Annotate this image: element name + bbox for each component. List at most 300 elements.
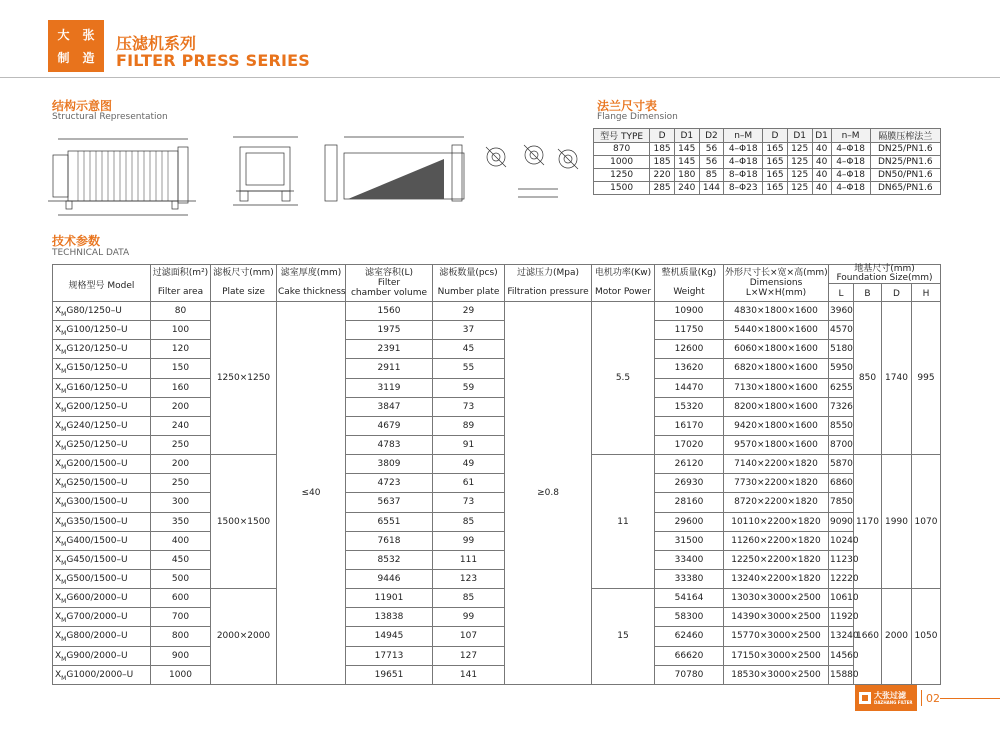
chamber-volume-cell: 19651 <box>346 665 433 684</box>
flange-cell: 125 <box>787 169 812 182</box>
chamber-volume-cell: 7618 <box>346 531 433 550</box>
table-row <box>53 340 941 359</box>
filter-area-cell: 100 <box>151 321 211 340</box>
table-row <box>53 397 941 416</box>
th-plates <box>433 265 505 302</box>
plate-count-cell: 99 <box>433 531 505 550</box>
chamber-volume-cell: 11901 <box>346 589 433 608</box>
flange-header-cell: 隔膜压榨法兰 <box>870 129 941 143</box>
table-row <box>53 416 941 435</box>
th-chamber-en2: chamber volume <box>350 288 428 298</box>
model-subscript: M <box>61 636 67 644</box>
th-cake-cn: 滤室厚度(mm) <box>280 268 342 278</box>
weight-cell: 12600 <box>655 340 724 359</box>
table-row <box>53 569 941 588</box>
flange-cell: 285 <box>650 182 675 195</box>
th-pressure <box>505 265 592 302</box>
flange-title-en: Flange Dimension <box>597 112 678 122</box>
filter-area-cell: 120 <box>151 340 211 359</box>
plate-count-cell: 73 <box>433 493 505 512</box>
table-row <box>53 359 941 378</box>
foundation-L-cell: 6860 <box>829 474 854 493</box>
header-divider <box>0 77 1000 78</box>
model-name: G160/1250–U <box>66 382 128 393</box>
foundation-H-cell: 1070 <box>912 455 941 589</box>
dimensions-cell: 15770×3000×2500 <box>724 627 829 646</box>
plate-count-cell: 141 <box>433 665 505 684</box>
model-name: G1000/2000–U <box>66 669 134 680</box>
model-subscript: M <box>61 464 67 472</box>
chamber-volume-cell: 1560 <box>346 302 433 321</box>
model-prefix: X <box>55 306 62 317</box>
brand-logo <box>48 20 104 72</box>
plate-count-cell: 49 <box>433 455 505 474</box>
model-subscript: M <box>61 579 67 587</box>
cake-thickness-cell: ≤40 <box>277 302 346 685</box>
flange-cell: 165 <box>763 182 788 195</box>
foundation-B-cell: 850 <box>854 302 882 455</box>
plate-count-cell: 29 <box>433 302 505 321</box>
th-weight-en: Weight <box>673 287 705 297</box>
foundation-L-cell: 8550 <box>829 416 854 435</box>
th-dim-en1: Dimensions <box>749 278 803 288</box>
dimensions-cell: 6060×1800×1600 <box>724 340 829 359</box>
plate-count-cell: 107 <box>433 627 505 646</box>
foundation-B-cell: 1660 <box>854 589 882 685</box>
foundation-D-cell: 2000 <box>882 589 912 685</box>
model-cell <box>53 493 151 512</box>
foundation-L-cell: 14560 <box>829 646 854 665</box>
plate-count-cell: 127 <box>433 646 505 665</box>
dimensions-cell: 18530×3000×2500 <box>724 665 829 684</box>
weight-cell: 17020 <box>655 435 724 454</box>
th-model: 规格型号 Model <box>53 265 151 302</box>
chamber-volume-cell: 3119 <box>346 378 433 397</box>
flange-cell: 145 <box>674 143 699 156</box>
dimensions-cell: 7130×1800×1600 <box>724 378 829 397</box>
plate-count-cell: 61 <box>433 474 505 493</box>
brand-mark-icon <box>859 692 871 704</box>
motor-power-cell: 5.5 <box>592 302 655 455</box>
weight-cell: 28160 <box>655 493 724 512</box>
plate-size-cell: 2000×2000 <box>211 589 277 685</box>
model-name: G150/1250–U <box>66 363 128 374</box>
weight-cell: 66620 <box>655 646 724 665</box>
flange-cell: 56 <box>699 143 724 156</box>
flange-cell: 85 <box>699 169 724 182</box>
model-cell <box>53 378 151 397</box>
plate-count-cell: 37 <box>433 321 505 340</box>
dimensions-cell: 13240×2200×1820 <box>724 569 829 588</box>
page-title-cn: 压滤机系列 <box>116 34 197 53</box>
chamber-volume-cell: 13838 <box>346 608 433 627</box>
flange-header-cell: n–M <box>724 129 763 143</box>
dimensions-cell: 7730×2200×1820 <box>724 474 829 493</box>
flange-cell: DN25/PN1.6 <box>870 143 941 156</box>
flange-cell: 165 <box>763 169 788 182</box>
chamber-volume-cell: 3847 <box>346 397 433 416</box>
model-cell <box>53 340 151 359</box>
model-subscript: M <box>61 559 67 567</box>
flange-cell: 185 <box>650 143 675 156</box>
dimensions-cell: 5440×1800×1600 <box>724 321 829 340</box>
dimensions-cell: 17150×3000×2500 <box>724 646 829 665</box>
foundation-L-cell: 11920 <box>829 608 854 627</box>
table-row <box>53 589 941 608</box>
th-chamber-cn: 滤室容积(L) <box>364 268 414 278</box>
th-cake-en: Cake thickness <box>278 287 346 297</box>
table-row <box>53 302 941 321</box>
flange-header-cell: D <box>763 129 788 143</box>
th-filter-area <box>151 265 211 302</box>
foundation-L-cell: 9090 <box>829 512 854 531</box>
chamber-volume-cell: 2391 <box>346 340 433 359</box>
model-name: G350/1500–U <box>66 516 128 527</box>
flange-cell: 40 <box>812 156 831 169</box>
chamber-volume-cell: 1975 <box>346 321 433 340</box>
chamber-volume-cell: 4783 <box>346 435 433 454</box>
plate-count-cell: 55 <box>433 359 505 378</box>
structural-drawing <box>48 125 588 225</box>
page-title-en: FILTER PRESS SERIES <box>116 51 311 70</box>
table-row <box>53 512 941 531</box>
model-cell <box>53 435 151 454</box>
model-cell <box>53 397 151 416</box>
foundation-H-cell: 1050 <box>912 589 941 685</box>
model-name: G400/1500–U <box>66 535 128 546</box>
model-subscript: M <box>61 540 67 548</box>
foundation-L-cell: 8700 <box>829 435 854 454</box>
flange-cell: 8–Φ23 <box>724 182 763 195</box>
model-prefix: X <box>55 535 62 546</box>
table-row <box>53 627 941 646</box>
model-name: G500/1500–U <box>66 574 128 585</box>
model-name: G100/1250–U <box>66 325 128 336</box>
foundation-L-cell: 3960 <box>829 302 854 321</box>
chamber-volume-cell: 5637 <box>346 493 433 512</box>
model-prefix: X <box>55 325 62 336</box>
weight-cell: 13620 <box>655 359 724 378</box>
foundation-D-cell: 1740 <box>882 302 912 455</box>
weight-cell: 14470 <box>655 378 724 397</box>
th-H: H <box>912 284 941 302</box>
flange-header-cell: 型号 TYPE <box>594 129 650 143</box>
th-weight <box>655 265 724 302</box>
model-cell <box>53 569 151 588</box>
model-subscript: M <box>61 368 67 376</box>
foundation-L-cell: 5950 <box>829 359 854 378</box>
flange-cell: 1000 <box>594 156 650 169</box>
model-prefix: X <box>55 516 62 527</box>
filter-area-cell: 500 <box>151 569 211 588</box>
weight-cell: 26120 <box>655 455 724 474</box>
chamber-volume-cell: 2911 <box>346 359 433 378</box>
weight-cell: 70780 <box>655 665 724 684</box>
flange-cell: 870 <box>594 143 650 156</box>
model-prefix: X <box>55 440 62 451</box>
th-filter-area-en: Filter area <box>157 287 204 297</box>
dimensions-cell: 9570×1800×1600 <box>724 435 829 454</box>
table-row <box>53 531 941 550</box>
th-foundation <box>829 265 941 284</box>
chamber-volume-cell: 8532 <box>346 550 433 569</box>
chamber-volume-cell: 17713 <box>346 646 433 665</box>
th-found-en: Foundation Size(mm) <box>836 273 933 283</box>
th-chamber-en1: Filter <box>377 278 401 288</box>
th-plates-cn: 滤板数量(pcs) <box>439 268 498 278</box>
weight-cell: 31500 <box>655 531 724 550</box>
model-cell <box>53 646 151 665</box>
flange-header-cell: D <box>650 129 675 143</box>
model-prefix: X <box>55 669 62 680</box>
model-cell <box>53 455 151 474</box>
model-subscript: M <box>61 349 67 357</box>
chamber-volume-cell: 9446 <box>346 569 433 588</box>
table-row <box>53 378 941 397</box>
flange-table <box>593 128 941 195</box>
table-row <box>53 435 941 454</box>
plate-count-cell: 73 <box>433 397 505 416</box>
model-name: G240/1250–U <box>66 420 128 431</box>
weight-cell: 11750 <box>655 321 724 340</box>
foundation-L-cell: 7326 <box>829 397 854 416</box>
flange-cell: 4–Φ18 <box>831 169 870 182</box>
foundation-L-cell: 12220 <box>829 569 854 588</box>
weight-cell: 15320 <box>655 397 724 416</box>
flange-cell: 4–Φ18 <box>724 156 763 169</box>
foundation-L-cell: 10610 <box>829 589 854 608</box>
structural-title-en: Structural Representation <box>52 112 168 122</box>
motor-power-cell: 11 <box>592 455 655 589</box>
table-row <box>53 455 941 474</box>
dimensions-cell: 12250×2200×1820 <box>724 550 829 569</box>
filter-area-cell: 1000 <box>151 665 211 684</box>
filter-area-cell: 300 <box>151 493 211 512</box>
th-motor-en: Motor Power <box>594 287 652 297</box>
model-subscript: M <box>61 483 67 491</box>
logo-char: 造 <box>82 51 95 65</box>
plate-count-cell: 45 <box>433 340 505 359</box>
footer-brand-en: DAZHANG FILTER <box>874 700 913 705</box>
dimensions-cell: 8200×1800×1600 <box>724 397 829 416</box>
chamber-volume-cell: 6551 <box>346 512 433 531</box>
flange-cell: 144 <box>699 182 724 195</box>
plate-size-cell: 1500×1500 <box>211 455 277 589</box>
structural-title-cn: 结构示意图 <box>52 99 113 113</box>
model-name: G800/2000–U <box>66 631 128 642</box>
table-row <box>53 321 941 340</box>
chamber-volume-cell: 14945 <box>346 627 433 646</box>
model-prefix: X <box>55 420 62 431</box>
model-prefix: X <box>55 382 62 393</box>
chamber-volume-cell: 4723 <box>346 474 433 493</box>
model-name: G120/1250–U <box>66 344 128 355</box>
weight-cell: 33380 <box>655 569 724 588</box>
filter-area-cell: 400 <box>151 531 211 550</box>
filter-area-cell: 160 <box>151 378 211 397</box>
footer-line <box>940 698 1000 699</box>
th-filter-area-cn: 过滤面积(m²) <box>152 268 209 278</box>
model-cell <box>53 589 151 608</box>
foundation-H-cell: 995 <box>912 302 941 455</box>
table-row <box>53 550 941 569</box>
plate-size-cell: 1250×1250 <box>211 302 277 455</box>
model-prefix: X <box>55 401 62 412</box>
weight-cell: 29600 <box>655 512 724 531</box>
flange-row <box>594 143 941 156</box>
filter-area-cell: 250 <box>151 435 211 454</box>
plate-count-cell: 123 <box>433 569 505 588</box>
model-cell <box>53 416 151 435</box>
flange-cell: 4–Φ18 <box>831 143 870 156</box>
model-prefix: X <box>55 478 62 489</box>
filter-area-cell: 200 <box>151 397 211 416</box>
weight-cell: 62460 <box>655 627 724 646</box>
filter-area-cell: 600 <box>151 589 211 608</box>
filter-area-cell: 240 <box>151 416 211 435</box>
flange-header-cell: n–M <box>831 129 870 143</box>
flange-cell: 185 <box>650 156 675 169</box>
model-subscript: M <box>61 674 67 682</box>
flange-header-cell: D1 <box>787 129 812 143</box>
flange-header-cell: D1 <box>674 129 699 143</box>
th-plate-size-en: Plate size <box>222 287 265 297</box>
model-subscript: M <box>61 617 67 625</box>
logo-char: 制 <box>57 51 70 65</box>
th-L: L <box>829 284 854 302</box>
model-cell <box>53 302 151 321</box>
table-row <box>53 493 941 512</box>
flange-cell: DN50/PN1.6 <box>870 169 941 182</box>
model-prefix: X <box>55 612 62 623</box>
th-pressure-en: Filtration pressure <box>507 287 589 297</box>
plate-count-cell: 89 <box>433 416 505 435</box>
flange-cell: 56 <box>699 156 724 169</box>
model-name: G200/1500–U <box>66 459 128 470</box>
technical-table <box>52 264 941 685</box>
pressure-cell: ≥0.8 <box>505 302 592 685</box>
flange-header-cell: D2 <box>699 129 724 143</box>
model-prefix: X <box>55 459 62 470</box>
dimensions-cell: 6820×1800×1600 <box>724 359 829 378</box>
filter-area-cell: 700 <box>151 608 211 627</box>
plate-count-cell: 85 <box>433 589 505 608</box>
model-name: G450/1500–U <box>66 554 128 565</box>
footer-brand <box>855 685 917 711</box>
filter-area-cell: 80 <box>151 302 211 321</box>
dimensions-cell: 14390×3000×2500 <box>724 608 829 627</box>
model-name: G600/2000–U <box>66 593 128 604</box>
dimensions-cell: 13030×3000×2500 <box>724 589 829 608</box>
model-prefix: X <box>55 497 62 508</box>
th-D: D <box>882 284 912 302</box>
th-cake <box>277 265 346 302</box>
table-row <box>53 665 941 684</box>
model-prefix: X <box>55 574 62 585</box>
filter-area-cell: 900 <box>151 646 211 665</box>
th-B: B <box>854 284 882 302</box>
flange-cell: 4–Φ18 <box>831 156 870 169</box>
flange-cell: 4–Φ18 <box>831 182 870 195</box>
table-row <box>53 608 941 627</box>
dimensions-cell: 9420×1800×1600 <box>724 416 829 435</box>
flange-cell: 40 <box>812 182 831 195</box>
model-name: G250/1250–U <box>66 440 128 451</box>
model-cell <box>53 665 151 684</box>
technical-title-en: TECHNICAL DATA <box>52 248 130 258</box>
model-prefix: X <box>55 554 62 565</box>
th-pressure-cn: 过滤压力(Mpa) <box>516 268 580 278</box>
dimensions-cell: 7140×2200×1820 <box>724 455 829 474</box>
flange-cell: 1500 <box>594 182 650 195</box>
weight-cell: 54164 <box>655 589 724 608</box>
flange-cell: DN25/PN1.6 <box>870 156 941 169</box>
flange-title-cn: 法兰尺寸表 <box>597 99 658 113</box>
foundation-L-cell: 11230 <box>829 550 854 569</box>
foundation-L-cell: 5180 <box>829 340 854 359</box>
foundation-B-cell: 1170 <box>854 455 882 589</box>
model-cell <box>53 550 151 569</box>
foundation-L-cell: 10240 <box>829 531 854 550</box>
dimensions-cell: 8720×2200×1820 <box>724 493 829 512</box>
model-subscript: M <box>61 521 67 529</box>
weight-cell: 26930 <box>655 474 724 493</box>
flange-cell: 165 <box>763 143 788 156</box>
footer-separator <box>921 690 922 706</box>
flange-header-cell: D1 <box>812 129 831 143</box>
model-subscript: M <box>61 406 67 414</box>
flange-cell: 125 <box>787 156 812 169</box>
plate-count-cell: 99 <box>433 608 505 627</box>
foundation-L-cell: 5870 <box>829 455 854 474</box>
flange-row <box>594 182 941 195</box>
th-dim-en2: L×W×H(mm) <box>745 288 807 298</box>
flange-cell: 180 <box>674 169 699 182</box>
motor-power-cell: 15 <box>592 589 655 685</box>
model-cell <box>53 359 151 378</box>
flange-cell: 125 <box>787 182 812 195</box>
filter-area-cell: 150 <box>151 359 211 378</box>
chamber-volume-cell: 3809 <box>346 455 433 474</box>
model-cell <box>53 474 151 493</box>
flange-cell: 8–Φ18 <box>724 169 763 182</box>
model-name: G300/1500–U <box>66 497 128 508</box>
flange-row <box>594 156 941 169</box>
model-subscript: M <box>61 387 67 395</box>
table-row <box>53 646 941 665</box>
weight-cell: 10900 <box>655 302 724 321</box>
dimensions-cell: 4830×1800×1600 <box>724 302 829 321</box>
dimensions-cell: 10110×2200×1820 <box>724 512 829 531</box>
model-prefix: X <box>55 593 62 604</box>
th-chamber-volume <box>346 265 433 302</box>
model-subscript: M <box>61 502 67 510</box>
foundation-L-cell: 4570 <box>829 321 854 340</box>
flange-cell: 40 <box>812 143 831 156</box>
model-subscript: M <box>61 330 67 338</box>
flange-cell: 40 <box>812 169 831 182</box>
model-cell <box>53 512 151 531</box>
logo-char: 张 <box>82 28 95 42</box>
foundation-L-cell: 13240 <box>829 627 854 646</box>
dimensions-cell: 11260×2200×1820 <box>724 531 829 550</box>
model-prefix: X <box>55 344 62 355</box>
th-plates-en: Number plate <box>437 287 500 297</box>
model-name: G80/1250–U <box>66 306 122 317</box>
th-dim-cn: 外形尺寸长×宽×高(mm) <box>725 268 828 278</box>
plate-count-cell: 59 <box>433 378 505 397</box>
th-found-cn: 地基尺寸(mm) <box>854 264 915 274</box>
